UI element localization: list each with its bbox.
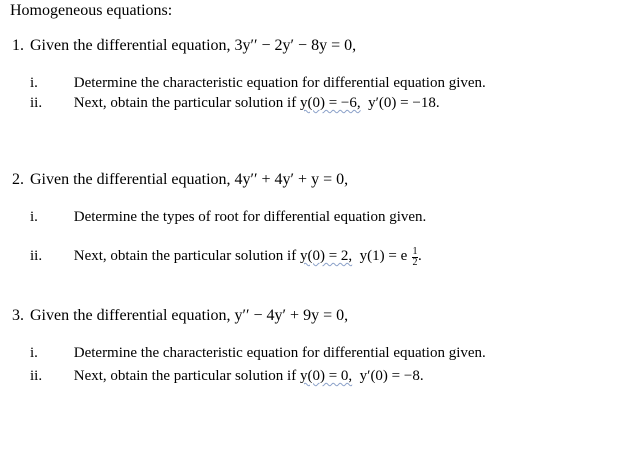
question-1-part-ii — [30, 95, 440, 112]
part-text: Determine the characteristic equation for differential equation given. — [73, 75, 486, 91]
part-text: Next, obtain the particular solution if — [73, 248, 297, 264]
exponent-numerator: 1 — [412, 246, 418, 257]
question-3 — [12, 307, 348, 325]
roman-numeral: i. — [30, 75, 38, 91]
question-2 — [12, 171, 348, 189]
equation: y′′ − 4y′ + 9y = 0, — [234, 307, 349, 324]
roman-numeral: ii. — [30, 95, 43, 111]
question-2-part-i — [30, 209, 426, 226]
question-number: 1. — [12, 37, 24, 54]
initial-condition-2: y(1) = e — [359, 248, 408, 264]
question-1 — [12, 37, 356, 55]
initial-condition-1: y(0) = −6, — [299, 95, 361, 111]
initial-condition-2: y′(0) = −18. — [368, 95, 440, 111]
part-text: Determine the types of root for differential equation given. — [73, 209, 427, 225]
question-3-part-ii — [30, 368, 424, 385]
question-text: Given the differential equation, — [30, 37, 231, 54]
question-3-part-i — [30, 345, 486, 362]
roman-numeral: ii. — [30, 248, 43, 264]
period: . — [418, 248, 422, 264]
question-1-part-i — [30, 75, 486, 92]
equation: 3y′′ − 2y′ − 8y = 0, — [234, 37, 357, 54]
part-text: Determine the characteristic equation for differential equation given. — [73, 345, 486, 361]
initial-condition-1: y(0) = 0, — [299, 368, 353, 384]
initial-condition-1: y(0) = 2, — [299, 248, 353, 264]
equation: 4y′′ + 4y′ + y = 0, — [234, 171, 349, 188]
roman-numeral: i. — [30, 345, 38, 361]
question-2-part-ii — [30, 247, 422, 268]
part-text: Next, obtain the particular solution if — [73, 368, 297, 384]
roman-numeral: ii. — [30, 368, 43, 384]
part-text: Next, obtain the particular solution if — [73, 95, 297, 111]
question-number: 3. — [12, 307, 24, 324]
question-number: 2. — [12, 171, 24, 188]
question-text: Given the differential equation, — [30, 171, 231, 188]
roman-numeral: i. — [30, 209, 38, 225]
page-title: Homogeneous equations: — [10, 2, 173, 19]
question-text: Given the differential equation, — [30, 307, 231, 324]
exponent-denominator: 2 — [412, 257, 418, 268]
initial-condition-2: y′(0) = −8. — [359, 368, 424, 384]
